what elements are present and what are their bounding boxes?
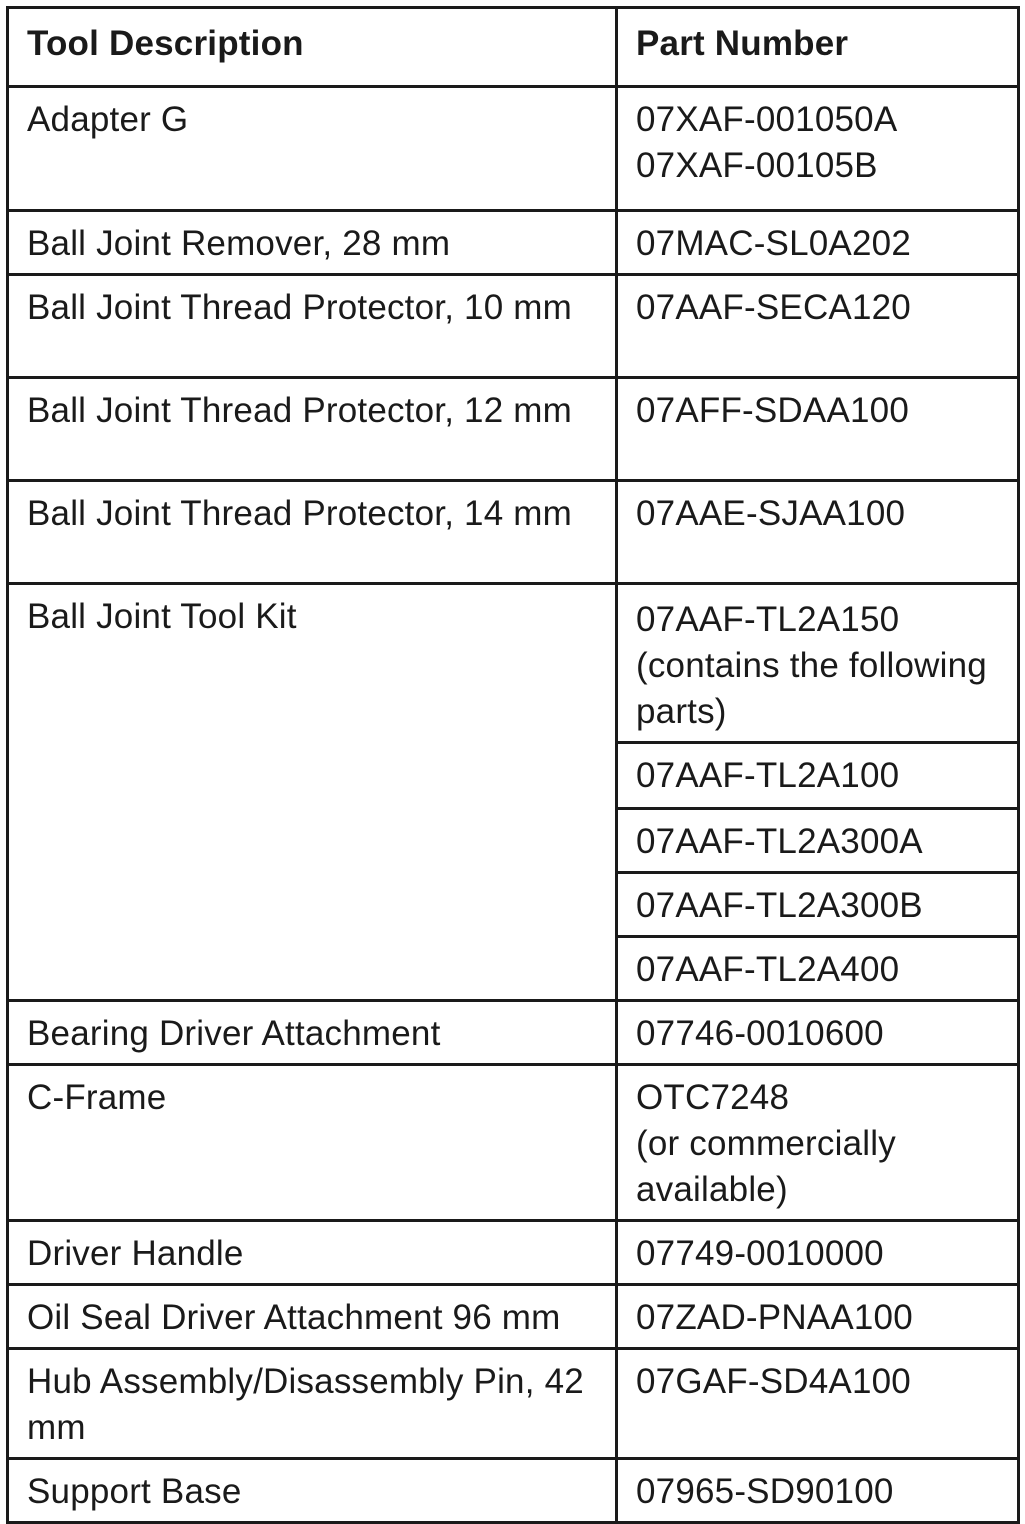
part-number-cell: 07AAF-TL2A300B <box>617 873 1019 937</box>
part-number-cell <box>617 87 1019 211</box>
part-number-cell: 07965-SD90100 <box>617 1459 1019 1523</box>
table-row <box>8 211 1019 275</box>
part-number: 07XAF-00105B <box>636 146 878 185</box>
tool-description-cell: Ball Joint Thread Protector, 14 mm <box>8 481 617 584</box>
tool-description-cell: Ball Joint Remover, 28 mm <box>8 211 617 275</box>
tool-description-cell: C-Frame <box>8 1065 617 1221</box>
part-number-cell: 07GAF-SD4A100 <box>617 1349 1019 1459</box>
part-number-cell: 07AAE-SJAA100 <box>617 481 1019 584</box>
table-row <box>8 275 1019 378</box>
table-row <box>8 481 1019 584</box>
part-number-cell: 07746-0010600 <box>617 1001 1019 1065</box>
tool-description-cell: Ball Joint Thread Protector, 10 mm <box>8 275 617 378</box>
table-row <box>8 87 1019 211</box>
part-number-cell: OTC7248 (or commercially available) <box>617 1065 1019 1221</box>
tool-description-cell: Hub Assembly/Disassembly Pin, 42 mm <box>8 1349 617 1459</box>
tool-description-cell: Ball Joint Tool Kit <box>8 584 617 1001</box>
part-number-cell: 07ZAD-PNAA100 <box>617 1285 1019 1349</box>
part-number-cell: 07749-0010000 <box>617 1221 1019 1285</box>
tool-description-cell: Support Base <box>8 1459 617 1523</box>
table-row <box>8 1349 1019 1459</box>
table-row <box>8 378 1019 481</box>
table-row <box>8 1221 1019 1285</box>
special-tools-table <box>6 6 1020 1524</box>
tool-description-cell: Bearing Driver Attachment <box>8 1001 617 1065</box>
part-number-cell: 07AAF-TL2A400 <box>617 937 1019 1001</box>
header-tool-description: Tool Description <box>8 8 617 87</box>
part-number-cell: 07AAF-TL2A300A <box>617 809 1019 873</box>
header-part-number: Part Number <box>617 8 1019 87</box>
part-number: 07XAF-001050A <box>636 100 898 139</box>
tool-description-cell: Ball Joint Thread Protector, 12 mm <box>8 378 617 481</box>
tool-description-cell: Driver Handle <box>8 1221 617 1285</box>
table-row <box>8 1285 1019 1349</box>
table-header-row <box>8 8 1019 87</box>
tool-description-cell: Oil Seal Driver Attachment 96 mm <box>8 1285 617 1349</box>
part-number-cell: 07AAF-TL2A100 <box>617 743 1019 809</box>
part-number-cell: 07AFF-SDAA100 <box>617 378 1019 481</box>
part-number-cell: 07AAF-TL2A150 (contains the following parts) <box>617 584 1019 743</box>
tool-description-cell: Adapter G <box>8 87 617 211</box>
table-row <box>8 1065 1019 1221</box>
table-row <box>8 1459 1019 1523</box>
part-number-cell: 07AAF-SECA120 <box>617 275 1019 378</box>
part-number-cell: 07MAC-SL0A202 <box>617 211 1019 275</box>
table-row <box>8 584 1019 743</box>
table-row <box>8 1001 1019 1065</box>
